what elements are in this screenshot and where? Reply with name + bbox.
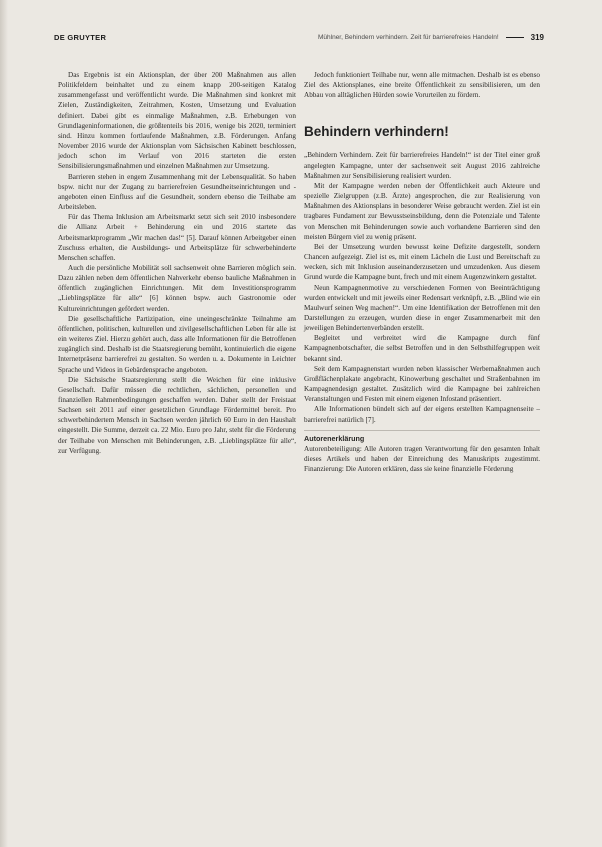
paragraph: „Behindern Verhindern. Zeit für barrierefreies Handeln!“ ist der Titel einer groß angelegten Kampagne, unter der sachsenweit seit August 2016 zahlreiche Maßnahmen zur Sensibilisierung realisiert wurden.: [304, 151, 540, 180]
paragraph: Alle Informationen bündelt sich auf der eigens erstellten Kampagnenseite – barrierefrei natürlich [7].: [304, 405, 540, 424]
scan-edge-shadow: [0, 0, 8, 847]
paragraph: Begleitet und verbreitet wird die Kampagne durch fünf Kampagnenbotschafter, die selbst Betroffen und in den Selbsthilfegruppen weit bekannt sind.: [304, 334, 540, 363]
page-number: 319: [530, 32, 544, 42]
paragraph: Seit dem Kampagnenstart wurden neben klassischer Werbemaßnahmen auch Großflächenplakate angebracht, Kinowerbung geschaltet und Straßenbahnen im Kampagnendesign gestaltet. Zusätzlich wird die Kampagne bei zahlreichen Veranstaltungen und Festen mit einem eigenen Infostand präsentiert.: [304, 364, 540, 404]
publisher-name: DE GRUYTER: [54, 32, 107, 42]
left-column: [58, 70, 296, 456]
header-rule: [506, 37, 524, 38]
paragraph: Neun Kampagnenmotive zu verschiedenen Formen von Beeinträchtigung wurden entwickelt und mit jeweils einer Redensart verknüpft, z.B. „Blind wie ein Maulwurf seinen Weg machen!“. Um eine Identifikation der Betroffenen mit den Darstellungen zu erzeugen, wurden diese in enger Zusammenarbeit mit den jeweiligen Behindertenverbänden erstellt.: [304, 283, 540, 333]
paragraph: Jedoch funktioniert Teilhabe nur, wenn alle mitmachen. Deshalb ist es ebenso Ziel des Aktionsplanes, eine breite Öffentlichkeit zu sensibilisieren, um den Abbau von alltäglichen Hürden sowie Vorurteilen zu fördern.: [304, 71, 540, 100]
paragraph: Für das Thema Inklusion am Arbeitsmarkt setzt sich seit 2010 insbesondere die Allianz Arbeit + Behinderung ein und 2016 startete das Arbeitsmarktprogramm „Wir machen das!“ [5]. Darauf können Arbeitgeber einen Zuschuss erhalten, die Ausbildungs- und Arbeitsplätze für schwerbehinderte Menschen schaffen.: [58, 213, 296, 262]
paragraph: Auch die persönliche Mobilität soll sachsenweit ohne Barrieren möglich sein. Dazu zählen neben dem öffentlichen Nahverkehr ebenso bauliche Maßnahmen in öffentlich zugänglichen Einrichtungen. Mit dem Investitionsprogramm „Lieblingsplätze für alle“ [6] können bspw. auch Gastronomie oder Kultureinrichtungen gefördert werden.: [58, 263, 296, 313]
paragraph: Barrieren stehen in engem Zusammenhang mit der Lebensqualität. So haben bspw. nicht nur der Zugang zu barrierefreien Gesundheitseinrichtungen und -angeboten einen Einfluss auf die Gesundheit, sondern ebenso die Teilhabe am Arbeitsleben.: [58, 172, 296, 212]
running-title: Mühlner, Behindern verhindern. Zeit für barrierefreies Handeln!: [317, 33, 499, 41]
author-declaration-text: Autorenbeteiligung: Alle Autoren tragen Verantwortung für den gesamten Inhalt dieses Artikels und haben der Einreichung des Manuskripts zugestimmt. Finanzierung: Die Autoren erklären, dass sie keine finanzielle Förderung: [304, 444, 540, 474]
paragraph: Die gesellschaftliche Partizipation, eine uneingeschränkte Teilnahme am öffentlichen, politischen, kulturellen und zivilgesellschaftlichen Leben für alle ist ein weiteres Ziel. Hierzu gehört auch, dass alle Informationen für die Betroffenen zugänglich sind. Deshalb ist die Staatsregierung bemüht, kontinuierlich die eigene Internetpräsenz barrierefrei zu gestalten. So werden u. a. Dokumente in Leichter Sprache und Videos in Gebärdensprache angeboten.: [58, 314, 296, 374]
paragraph: Bei der Umsetzung wurden bewusst keine Defizite dargestellt, sondern Chancen aufgezeigt. Ziel ist es, mit einem Lächeln die Lust und Bereitschaft zu wecken, sich mit Inklusion auseinanderzusetzen und umzudenken. Aus diesem Grund wurde die Kampagne bunt, frech und mit einem Augenzwinkern gestaltet.: [304, 242, 540, 282]
author-declaration-heading: Autorenerklärung: [304, 430, 540, 444]
right-column: [304, 70, 540, 474]
section-heading: Behindern verhindern!: [304, 124, 449, 140]
paragraph: Mit der Kampagne werden neben der Öffentlichkeit auch Akteure und spezielle Zielgruppen (z.B. Ärzte) angesprochen, die zur Realisierung von Maßnahmen des Aktionsplans in besonderer Weise gebraucht werden. Ziel ist ein tragbares Fundament zur Bewusstseinsbildung, denn die Potenziale und Talente von Menschen mit Behinderungen sowie auch vorhandene Barrieren sind den meisten Bürgern viel zu wenig präsent.: [304, 181, 540, 241]
page-header: [54, 30, 544, 44]
paragraph: Die Sächsische Staatsregierung stellt die Weichen für eine inklusive Gesellschaft. Dafür müssen die rechtlichen, sächlichen, personellen und finanziellen Rahmenbedingungen geschaffen werden. Daher stellt der Freistaat Sachsen seit 2011 auf einer gesetzlichen Grundlage Fördermittel bereit. Pro schwerbehindertem Mensch in Sachsen werden jährlich 60 Euro in den Haushalt eingestellt. Die Summe, derzeit ca. 22 Mio. Euro pro Jahr, steht für die Förderung der Teilhabe von Menschen mit Behinderungen, z.B. „Lieblingsplätze für alle“, zur Verfügung.: [58, 375, 296, 455]
paragraph: Das Ergebnis ist ein Aktionsplan, der über 200 Maßnahmen aus allen Politikfeldern beinhaltet und zu einem knapp 200-seitigen Katalog zusammengefasst und veröffentlicht wurde. Die Maßnahmen sind konkret mit Zielen, Zuständigkeiten, Zeitrahmen, Kosten, Umsetzung und Evaluation definiert. Dabei gibt es einmalige Maßnahmen, z.B. Erhebungen von Grundlageninformationen, die größtenteils bis 2016, wenige bis 2020, terminiert sind. Hinzu kommen fortlaufende Maßnahmen, z.B. Förderungen. Anfang November 2016 wurde der Aktionsplan vom Sächsischen Kabinett beschlossen, jedoch schon im Verlauf von 2016 starteten die ersten Sensibilisierungsmaßnahmen und einzelnen Maßnahmen zur Umsetzung.: [58, 71, 296, 171]
